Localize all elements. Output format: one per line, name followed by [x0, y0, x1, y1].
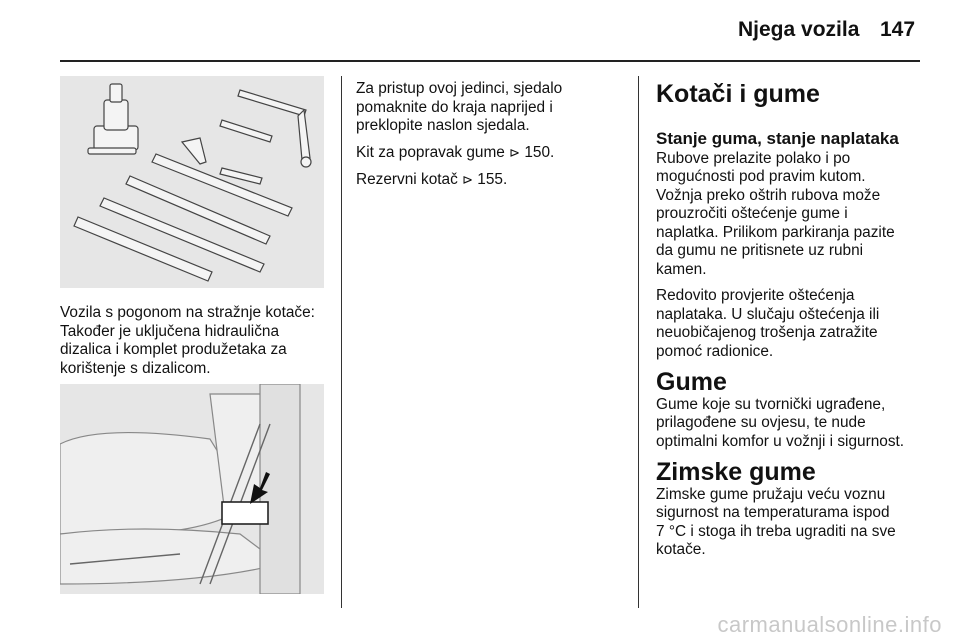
- text-line: Zimske gume pružaju veću voznu: [656, 485, 886, 503]
- section-heading: Zimske gume: [656, 458, 816, 486]
- spare-wheel-reference: [356, 171, 636, 191]
- text-line: preklopite naslon sjedala.: [356, 117, 530, 134]
- caption-line: Također je uključena hidraulična: [60, 322, 280, 340]
- rwd-caption: [60, 304, 330, 378]
- paragraph: [656, 287, 946, 361]
- caption-line: korištenje s dizalicom.: [60, 359, 211, 377]
- reference-text: Rezervni kotač: [356, 171, 458, 188]
- text-line: Gume koje su tvornički ugrađene,: [656, 395, 886, 413]
- reference-arrow-icon: ⊳: [462, 173, 473, 188]
- text-line: kamen.: [656, 260, 707, 278]
- text-line: mogućnosti pod pravim kutom.: [656, 168, 866, 185]
- watermark: carmanualsonline.info: [717, 612, 942, 637]
- page-number: 147: [880, 18, 916, 41]
- text-line: Rubove prelazite polako i po: [656, 149, 851, 167]
- column-divider-2: [638, 76, 639, 608]
- reference-arrow-icon: ⊳: [509, 145, 521, 161]
- tire-repair-kit-reference: [356, 144, 636, 164]
- text-line: Vožnja preko oštrih rubova može: [656, 186, 881, 204]
- column-divider-1: [341, 76, 342, 608]
- text-line: optimalni komfor u vožnji i sigurnost.: [656, 432, 905, 450]
- text-line: sigurnost na temperaturama ispod: [656, 504, 890, 521]
- column-3-text: [656, 130, 946, 568]
- access-instructions: [356, 80, 636, 136]
- section-heading: Gume: [656, 368, 727, 396]
- page-header-title: Njega vozila: [738, 18, 860, 41]
- paragraph: [656, 486, 946, 560]
- text-line: naplataka. U slučaju oštećenja ili: [656, 305, 880, 323]
- text-line: 7 °C i stoga ih treba ugraditi na sve: [656, 522, 896, 540]
- text-line: prilagođene su ovjesu, te nude: [656, 414, 866, 431]
- reference-page-link[interactable]: 155.: [477, 171, 508, 188]
- text-line: neuobičajenog trošenja zatražite: [656, 324, 878, 341]
- reference-text: Kit za popravak gume: [356, 143, 505, 161]
- seat-storage-illustration: [60, 384, 324, 594]
- caption-line: dizalica i komplet produžetaka za: [60, 341, 287, 358]
- paragraph: [656, 150, 946, 280]
- text-line: Redovito provjerite oštećenja: [656, 287, 855, 304]
- text-line: naplatka. Prilikom parkiranja pazite: [656, 223, 895, 241]
- text-line: prouzročiti oštećenje gume i: [656, 205, 848, 222]
- reference-page-link[interactable]: 150.: [524, 143, 555, 161]
- header-divider: [60, 60, 920, 62]
- text-line: Za pristup ovoj jedinci, sjedalo: [356, 80, 563, 97]
- subsection-heading: Stanje guma, stanje naplataka: [656, 129, 899, 148]
- caption-line: Vozila s pogonom na stražnje kotače:: [60, 304, 315, 321]
- text-line: pomaknite do kraja naprijed i: [356, 98, 553, 116]
- column-2-text: [356, 80, 636, 199]
- paragraph: [656, 396, 946, 452]
- section-title: Kotači i gume: [656, 80, 820, 108]
- text-line: da gumu ne pritisnete uz rubni: [656, 242, 864, 259]
- jack-tools-illustration: [60, 76, 324, 288]
- text-line: kotače.: [656, 541, 706, 558]
- text-line: pomoć radionice.: [656, 342, 774, 360]
